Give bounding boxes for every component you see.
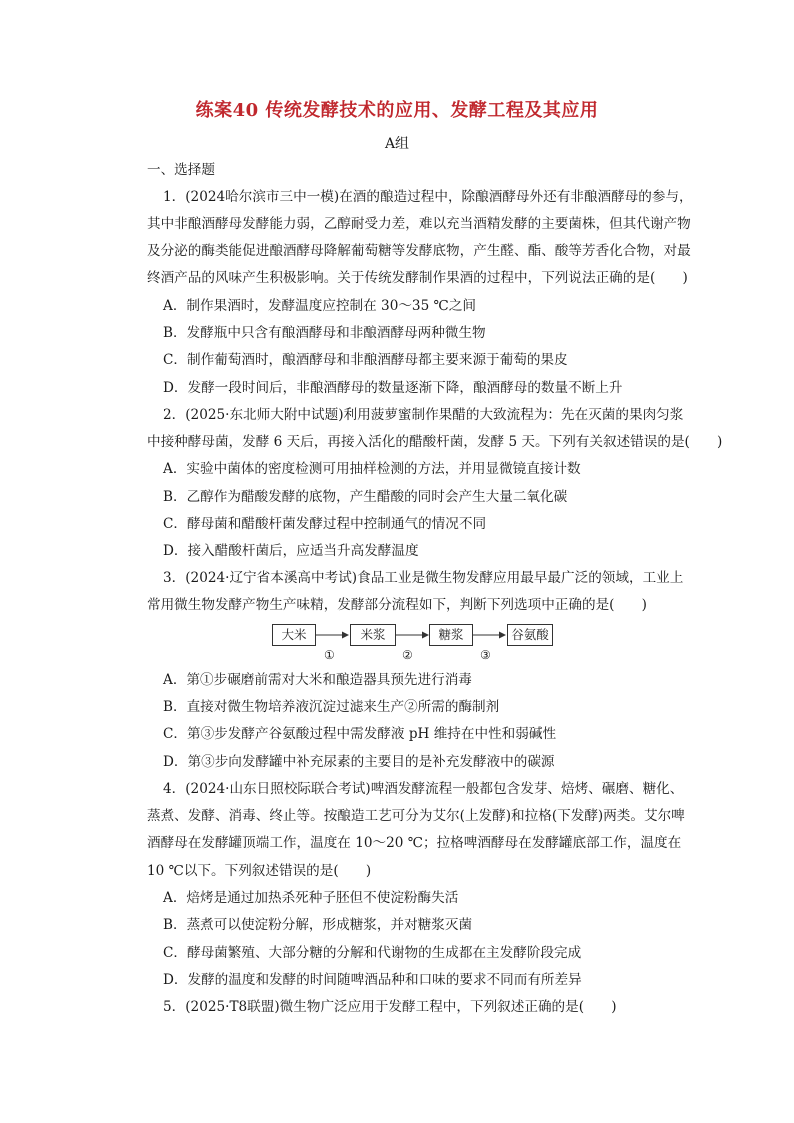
q2-option-b: B．乙醇作为醋酸发酵的底物，产生醋酸的同时会产生大量二氧化碳 — [163, 489, 568, 505]
q3-option-a: A．第①步碾磨前需对大米和酿造器具预先进行消毒 — [163, 672, 472, 688]
q4-option-c: C．酵母菌繁殖、大部分糖的分解和代谢物的生成都在主发酵阶段完成 — [163, 945, 582, 961]
section-heading: 一、选择题 — [147, 162, 215, 178]
q3-option-c: C．第③步发酵产谷氨酸过程中需发酵液 pH 维持在中性和弱碱性 — [163, 726, 557, 742]
flow-step-2: ② — [402, 648, 413, 662]
flow-step-1: ① — [324, 648, 335, 662]
q1-stem-line: 终酒产品的风味产生积极影响。关于传统发酵制作果酒的过程中，下列说法正确的是( ) — [147, 270, 688, 286]
q2-option-a: A．实验中菌体的密度检测可用抽样检测的方法，并用显微镜直接计数 — [163, 461, 581, 477]
q4-stem-line: 4．(2024·山东日照校际联合考试)啤酒发酵流程一般都包含发芽、焙烤、碾磨、糖化、 — [163, 781, 684, 797]
q2-stem-line: 中接种酵母菌，发酵 6 天后，再接入活化的醋酸杆菌，发酵 5 天。下列有关叙述错误的是( ) — [147, 434, 723, 450]
q2-option-c: C．酵母菌和醋酸杆菌发酵过程中控制通气的情况不同 — [163, 516, 487, 532]
q3-stem-line: 常用微生物发酵产物生产味精，发酵部分流程如下，判断下列选项中正确的是( ) — [147, 597, 647, 613]
q4-option-b: B．蒸煮可以使淀粉分解，形成糖浆，并对糖浆灭菌 — [163, 917, 473, 933]
q1-option-c: C．制作葡萄酒时，酿酒酵母和非酿酒酵母都主要来源于葡萄的果皮 — [163, 352, 568, 368]
flow-box-glutamic-acid: 谷氨酸 — [507, 624, 553, 646]
flow-box-rice: 大米 — [272, 624, 316, 646]
q1-option-d: D．发酵一段时间后，非酿酒酵母的数量逐渐下降，酿酒酵母的数量不断上升 — [163, 380, 623, 396]
q3-stem-line: 3．(2024·辽宁省本溪高中考试)食品工业是微生物发酵应用最早最广泛的领域，工业上 — [163, 570, 684, 586]
q4-stem-line: 10 ℃以下。下列叙述错误的是( ) — [147, 863, 372, 879]
flow-box-rice-slurry: 米浆 — [350, 624, 396, 646]
q1-option-b: B．发酵瓶中只含有酿酒酵母和非酿酒酵母两种微生物 — [163, 325, 486, 341]
q1-option-a: A．制作果酒时，发酵温度应控制在 30～35 ℃之间 — [163, 298, 476, 314]
q4-option-d: D．发酵的温度和发酵的时间随啤酒品种和口味的要求不同而有所差异 — [163, 972, 582, 988]
q1-stem-line: 1．(2024哈尔滨市三中一模)在酒的酿造过程中，除酿酒酵母外还有非酿酒酵母的参与， — [163, 189, 693, 205]
q4-stem-line: 蒸煮、发酵、消毒、终止等。按酿造工艺可分为艾尔(上发酵)和拉格(下发酵)两类。艾尔啤 — [147, 808, 685, 824]
q3-option-d: D．第③步向发酵罐中补充尿素的主要目的是补充发酵液中的碳源 — [163, 754, 555, 770]
q1-stem-line: 及分泌的酶类能促进酿酒酵母降解葡萄糖等发酵底物，产生醛、酯、酸等芳香化合物，对最 — [147, 243, 691, 259]
q4-option-a: A．焙烤是通过加热杀死种子胚但不使淀粉酶失活 — [163, 890, 459, 906]
process-flow-diagram — [270, 620, 560, 664]
q3-option-b: B．直接对微生物培养液沉淀过滤来生产②所需的酶制剂 — [163, 699, 500, 715]
flow-step-3: ③ — [480, 648, 491, 662]
page-title: 练案40 传统发酵技术的应用、发酵工程及其应用 — [195, 100, 599, 121]
q2-stem-line: 2．(2025·东北师大附中试题)利用菠萝蜜制作果醋的大致流程为：先在灭菌的果肉匀浆 — [163, 407, 684, 423]
flow-box-syrup: 糖浆 — [429, 624, 473, 646]
q5-stem-line: 5．(2025·T8联盟)微生物广泛应用于发酵工程中，下列叙述正确的是( ) — [163, 999, 617, 1015]
q2-option-d: D．接入醋酸杆菌后，应适当升高发酵温度 — [163, 543, 419, 559]
group-label: A组 — [384, 136, 410, 152]
q1-stem-line: 其中非酿酒酵母发酵能力弱，乙醇耐受力差，难以充当酒精发酵的主要菌株，但其代谢产物 — [147, 216, 691, 232]
q4-stem-line: 酒酵母在发酵罐顶端工作，温度在 10～20 ℃；拉格啤酒酵母在发酵罐底部工作，温度在 — [147, 835, 682, 851]
